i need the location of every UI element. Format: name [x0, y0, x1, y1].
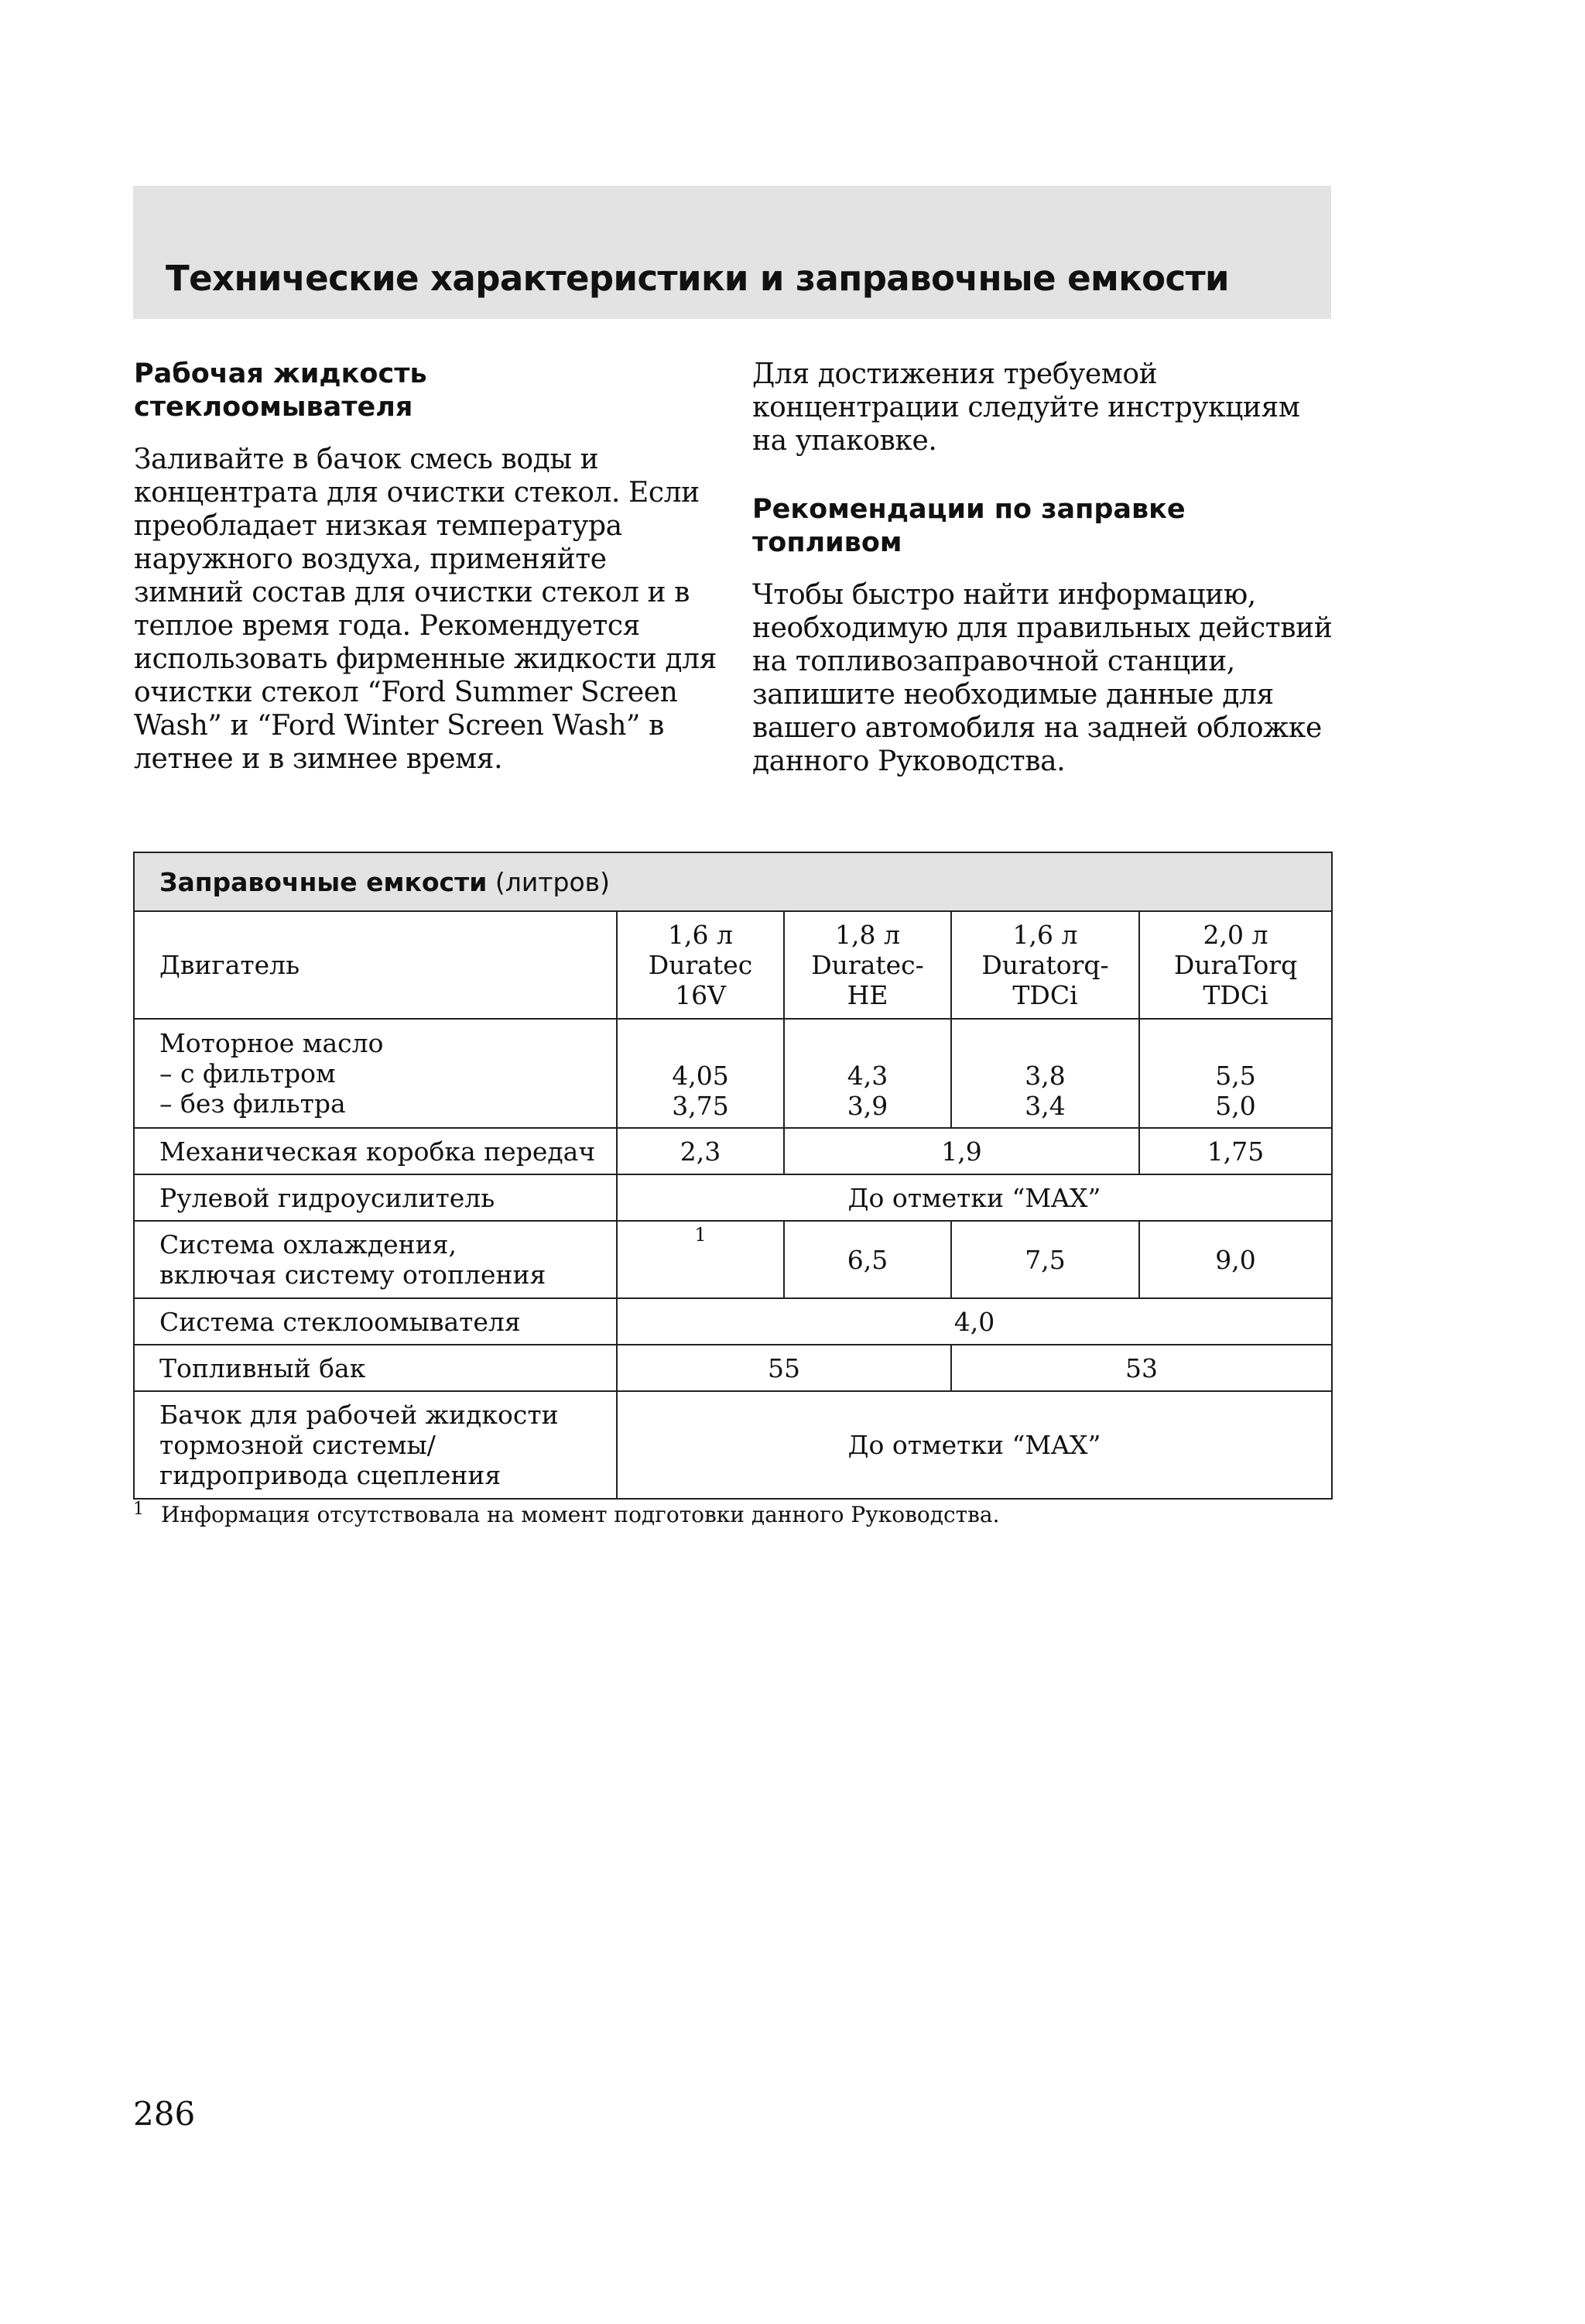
table-row-brake-fluid: [134, 1391, 1332, 1499]
footnote: [133, 1502, 999, 1530]
brake-fluid-label: Бачок для рабочей жидкости тормозной системы/ гидропривода сцепления: [134, 1391, 617, 1499]
oil-value-2: 4,3 3,9: [784, 1019, 951, 1128]
fuel-heading-line1: Рекомендации по заправке: [752, 494, 1186, 525]
header-band: [133, 186, 1331, 319]
table-caption-row: [134, 852, 1332, 911]
table-row-fuel-tank: [134, 1345, 1332, 1391]
washer-fluid-heading-line2: стеклоомывателя: [134, 392, 413, 423]
table-row-engine: [134, 911, 1332, 1019]
cooling-value-4: 9,0: [1139, 1221, 1332, 1298]
left-column: [134, 358, 722, 811]
engine-oil-label: Моторное масло – с фильтром – без фильтра: [134, 1019, 617, 1128]
gearbox-value-2-3: 1,9: [784, 1128, 1139, 1174]
cooling-value-3: 7,5: [951, 1221, 1139, 1298]
washer-system-label: Система стеклоомывателя: [134, 1298, 617, 1345]
fuel-heading-line2: топливом: [752, 527, 902, 558]
fuel-recommendations-paragraph: Чтобы быстро найти информацию, необходимую для правильных действий на топливозаправочной станции, запишите необходимые данные для вашего автомобиля на задней обложке данного Руководства.: [752, 579, 1333, 777]
oil-value-4: 5,5 5,0: [1139, 1019, 1332, 1128]
power-steering-label: Рулевой гидроусилитель: [134, 1174, 617, 1221]
washer-system-value: 4,0: [617, 1298, 1332, 1345]
page-title: Технические характеристики и заправочные емкости: [166, 258, 1229, 299]
table-caption-bold: Заправочные емкости: [159, 866, 488, 897]
engine-2: 1,8 л Duratec- HE: [784, 911, 951, 1019]
power-steering-value: До отметки “MAX”: [617, 1174, 1332, 1221]
washer-fluid-paragraph: Заливайте в бачок смесь воды и концентрата для очистки стекол. Если преобладает низкая температура наружного воздуха, применяйте зимний состав для очистки стекол и в теплое время года. Рекомендуется использовать фирменные жидкости для очистки стекол “Ford Summer Screen Wash” и “Ford Winter Screen Wash” в летнее и в зимнее время.: [134, 444, 717, 775]
footnote-text: Информация отсутствовала на момент подготовки данного Руководства.: [161, 1502, 1000, 1527]
engine-label: Двигатель: [134, 911, 617, 1019]
cooling-value-1: [617, 1221, 784, 1298]
fuel-tank-label: Топливный бак: [134, 1345, 617, 1391]
table-row-power-steering: [134, 1174, 1332, 1221]
table-caption: [134, 852, 1332, 911]
page-number: 286: [133, 2095, 196, 2133]
table-caption-units: (литров): [487, 866, 610, 897]
engine-1: 1,6 л Duratec 16V: [617, 911, 784, 1019]
table-row-engine-oil: [134, 1019, 1332, 1128]
fuel-recommendations-heading: [752, 493, 1340, 560]
fuel-tank-value-1-2: 55: [617, 1345, 951, 1391]
footnote-number: 1: [133, 1500, 144, 1519]
engine-4: 2,0 л DuraTorq TDCi: [1139, 911, 1332, 1019]
table-row-washer-system: [134, 1298, 1332, 1345]
table-row-gearbox: [134, 1128, 1332, 1174]
concentration-paragraph: Для достижения требуемой концентрации следуйте инструкциям на упаковке.: [752, 358, 1300, 457]
oil-value-1: 4,05 3,75: [617, 1019, 784, 1128]
gearbox-value-1: 2,3: [617, 1128, 784, 1174]
engine-3: 1,6 л Duratorq- TDCi: [951, 911, 1139, 1019]
fuel-tank-value-3-4: 53: [951, 1345, 1332, 1391]
footnote-marker: 1: [694, 1224, 707, 1246]
gearbox-label: Механическая коробка передач: [134, 1128, 617, 1174]
gearbox-value-4: 1,75: [1139, 1128, 1332, 1174]
brake-fluid-value: До отметки “MAX”: [617, 1391, 1332, 1499]
washer-fluid-heading-line1: Рабочая жидкость: [134, 358, 427, 389]
washer-fluid-heading: [134, 358, 722, 424]
cooling-value-2: 6,5: [784, 1221, 951, 1298]
oil-value-3: 3,8 3,4: [951, 1019, 1139, 1128]
capacities-table-wrap: [133, 852, 1331, 1500]
capacities-table: [133, 852, 1333, 1500]
cooling-label: Система охлаждения, включая систему отопления: [134, 1221, 617, 1298]
table-row-cooling: [134, 1221, 1332, 1298]
right-column: [752, 358, 1340, 814]
